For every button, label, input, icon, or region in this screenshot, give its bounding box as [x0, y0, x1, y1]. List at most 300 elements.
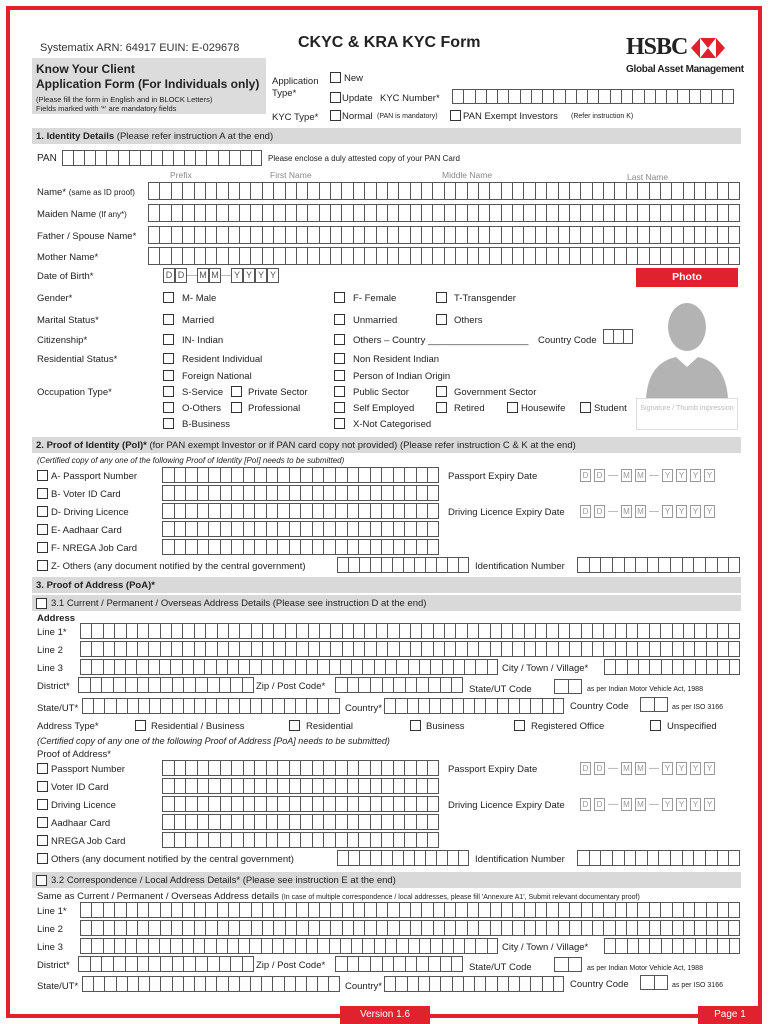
char-box[interactable]: [231, 467, 243, 483]
char-box[interactable]: [421, 226, 432, 244]
char-box[interactable]: [277, 814, 289, 830]
char-box[interactable]: [296, 204, 307, 222]
char-box[interactable]: [277, 832, 289, 848]
poa-id-number-field[interactable]: [577, 850, 740, 866]
char-box[interactable]: [467, 623, 478, 639]
char-box[interactable]: [317, 659, 328, 675]
char-box[interactable]: [197, 521, 209, 537]
char-box[interactable]: [330, 641, 341, 657]
char-box[interactable]: [427, 796, 439, 812]
char-box[interactable]: [125, 659, 136, 675]
char-box[interactable]: [114, 938, 125, 954]
char-box[interactable]: [660, 226, 671, 244]
char-box[interactable]: [170, 938, 181, 954]
char-box[interactable]: [399, 641, 410, 657]
public-checkbox[interactable]: [334, 386, 345, 397]
char-box[interactable]: [306, 659, 317, 675]
char-box[interactable]: [381, 796, 393, 812]
char-box[interactable]: [174, 539, 186, 555]
char-box[interactable]: [535, 182, 546, 200]
char-box[interactable]: [323, 539, 335, 555]
char-box[interactable]: [546, 902, 557, 918]
char-box[interactable]: [347, 956, 359, 972]
date-char-box[interactable]: Y: [231, 268, 243, 283]
char-box[interactable]: [672, 920, 683, 936]
char-box[interactable]: [558, 902, 569, 918]
char-box[interactable]: [162, 485, 174, 501]
char-box[interactable]: [404, 760, 416, 776]
char-box[interactable]: [174, 503, 186, 519]
char-box[interactable]: [577, 850, 589, 866]
char-box[interactable]: [626, 902, 637, 918]
char-box[interactable]: [410, 182, 421, 200]
char-box[interactable]: [136, 659, 147, 675]
citizenship-country-code-field[interactable]: [603, 329, 633, 344]
char-box[interactable]: [364, 204, 375, 222]
char-box[interactable]: [649, 902, 660, 918]
char-box[interactable]: [208, 814, 220, 830]
char-box[interactable]: [266, 485, 278, 501]
char-box[interactable]: [148, 182, 159, 200]
char-box[interactable]: [425, 850, 436, 866]
char-box[interactable]: [335, 503, 347, 519]
char-box[interactable]: [231, 814, 243, 830]
char-box[interactable]: [393, 503, 405, 519]
char-box[interactable]: [728, 623, 739, 639]
char-box[interactable]: [335, 467, 347, 483]
char-box[interactable]: [658, 850, 670, 866]
date-char-box[interactable]: Y: [704, 798, 715, 811]
char-box[interactable]: [463, 89, 474, 104]
govt-checkbox[interactable]: [436, 386, 447, 397]
char-box[interactable]: [162, 814, 174, 830]
char-box[interactable]: [197, 832, 209, 848]
char-box[interactable]: [364, 247, 375, 265]
poi-others-checkbox[interactable]: [37, 560, 48, 571]
char-box[interactable]: [649, 623, 660, 639]
char-box[interactable]: [410, 920, 421, 936]
char-box[interactable]: [307, 204, 318, 222]
char-box[interactable]: [239, 623, 250, 639]
char-box[interactable]: [91, 641, 102, 657]
char-box[interactable]: [295, 938, 306, 954]
char-box[interactable]: [558, 641, 569, 657]
char-box[interactable]: [455, 247, 466, 265]
char-box[interactable]: [501, 204, 512, 222]
char-box[interactable]: [427, 521, 439, 537]
char-box[interactable]: [615, 938, 626, 954]
c-line2-field[interactable]: [80, 920, 740, 936]
char-box[interactable]: [250, 182, 261, 200]
char-box[interactable]: [554, 957, 568, 972]
char-box[interactable]: [162, 778, 174, 794]
char-box[interactable]: [205, 641, 216, 657]
char-box[interactable]: [581, 623, 592, 639]
char-box[interactable]: [432, 226, 443, 244]
char-box[interactable]: [185, 778, 197, 794]
char-box[interactable]: [546, 641, 557, 657]
char-box[interactable]: [598, 89, 609, 104]
char-box[interactable]: [243, 814, 255, 830]
line1-field[interactable]: [80, 623, 740, 639]
char-box[interactable]: [129, 150, 140, 166]
char-box[interactable]: [600, 850, 612, 866]
char-box[interactable]: [218, 150, 229, 166]
char-box[interactable]: [126, 641, 137, 657]
char-box[interactable]: [416, 539, 428, 555]
date-char-box[interactable]: Y: [676, 762, 687, 775]
char-box[interactable]: [381, 503, 393, 519]
poa-nrega-checkbox[interactable]: [37, 835, 48, 846]
char-box[interactable]: [490, 902, 501, 918]
char-box[interactable]: [638, 659, 649, 675]
normal-checkbox[interactable]: [330, 110, 341, 121]
zip-field[interactable]: [335, 677, 463, 693]
char-box[interactable]: [467, 204, 478, 222]
char-box[interactable]: [239, 698, 250, 714]
char-box[interactable]: [347, 832, 359, 848]
char-box[interactable]: [162, 832, 174, 848]
char-box[interactable]: [171, 204, 182, 222]
char-box[interactable]: [137, 956, 149, 972]
char-box[interactable]: [330, 247, 341, 265]
char-box[interactable]: [387, 182, 398, 200]
char-box[interactable]: [519, 698, 530, 714]
char-box[interactable]: [440, 956, 452, 972]
char-box[interactable]: [635, 850, 647, 866]
char-box[interactable]: [300, 485, 312, 501]
char-box[interactable]: [127, 698, 138, 714]
char-box[interactable]: [347, 796, 359, 812]
c-zip-field[interactable]: [335, 956, 463, 972]
char-box[interactable]: [182, 938, 193, 954]
char-box[interactable]: [250, 226, 261, 244]
char-box[interactable]: [569, 641, 580, 657]
char-box[interactable]: [682, 850, 694, 866]
char-box[interactable]: [116, 698, 127, 714]
char-box[interactable]: [501, 247, 512, 265]
char-box[interactable]: [170, 659, 181, 675]
char-box[interactable]: [238, 659, 249, 675]
char-box[interactable]: [266, 814, 278, 830]
poa-passport-checkbox[interactable]: [37, 763, 48, 774]
char-box[interactable]: [569, 204, 580, 222]
char-box[interactable]: [546, 920, 557, 936]
char-box[interactable]: [182, 659, 193, 675]
char-box[interactable]: [330, 902, 341, 918]
char-box[interactable]: [580, 204, 591, 222]
char-box[interactable]: [160, 641, 171, 657]
char-box[interactable]: [393, 539, 405, 555]
char-box[interactable]: [638, 938, 649, 954]
char-box[interactable]: [239, 920, 250, 936]
char-box[interactable]: [705, 850, 717, 866]
char-box[interactable]: [427, 814, 439, 830]
char-box[interactable]: [273, 641, 284, 657]
char-box[interactable]: [148, 623, 159, 639]
char-box[interactable]: [173, 150, 184, 166]
char-box[interactable]: [672, 623, 683, 639]
char-box[interactable]: [140, 150, 151, 166]
char-box[interactable]: [80, 938, 91, 954]
char-box[interactable]: [399, 902, 410, 918]
char-box[interactable]: [376, 204, 387, 222]
char-box[interactable]: [524, 920, 535, 936]
char-box[interactable]: [162, 796, 174, 812]
char-box[interactable]: [182, 641, 193, 657]
char-box[interactable]: [501, 623, 512, 639]
char-box[interactable]: [219, 677, 231, 693]
char-box[interactable]: [717, 557, 729, 573]
char-box[interactable]: [405, 956, 417, 972]
char-box[interactable]: [272, 698, 283, 714]
char-box[interactable]: [683, 659, 694, 675]
char-box[interactable]: [148, 677, 160, 693]
poi-passport-field[interactable]: [162, 467, 439, 483]
char-box[interactable]: [600, 557, 612, 573]
c-district-field[interactable]: [78, 956, 254, 972]
char-box[interactable]: [91, 920, 102, 936]
char-box[interactable]: [672, 659, 683, 675]
char-box[interactable]: [90, 677, 102, 693]
char-box[interactable]: [717, 182, 728, 200]
char-box[interactable]: [603, 226, 614, 244]
char-box[interactable]: [512, 226, 523, 244]
char-box[interactable]: [387, 623, 398, 639]
char-box[interactable]: [381, 778, 393, 794]
char-box[interactable]: [427, 485, 439, 501]
char-box[interactable]: [661, 659, 672, 675]
father-field[interactable]: [148, 226, 740, 244]
c-country-field[interactable]: [384, 976, 564, 992]
char-box[interactable]: [227, 938, 238, 954]
char-box[interactable]: [174, 778, 186, 794]
char-box[interactable]: [524, 623, 535, 639]
char-box[interactable]: [581, 920, 592, 936]
char-box[interactable]: [660, 204, 671, 222]
char-box[interactable]: [113, 956, 125, 972]
char-box[interactable]: [295, 659, 306, 675]
char-box[interactable]: [197, 760, 209, 776]
char-box[interactable]: [208, 521, 220, 537]
char-box[interactable]: [312, 832, 324, 848]
char-box[interactable]: [91, 938, 102, 954]
private-checkbox[interactable]: [231, 386, 242, 397]
char-box[interactable]: [700, 89, 711, 104]
char-box[interactable]: [392, 850, 403, 866]
char-box[interactable]: [328, 698, 339, 714]
char-box[interactable]: [358, 956, 370, 972]
char-box[interactable]: [418, 698, 429, 714]
char-box[interactable]: [421, 182, 432, 200]
char-box[interactable]: [626, 623, 637, 639]
char-box[interactable]: [407, 976, 418, 992]
char-box[interactable]: [174, 467, 186, 483]
char-box[interactable]: [80, 641, 91, 657]
date-char-box[interactable]: Y: [662, 798, 673, 811]
char-box[interactable]: [335, 521, 347, 537]
char-box[interactable]: [433, 641, 444, 657]
char-box[interactable]: [447, 557, 458, 573]
char-box[interactable]: [148, 920, 159, 936]
char-box[interactable]: [603, 920, 614, 936]
char-box[interactable]: [289, 467, 301, 483]
char-box[interactable]: [289, 539, 301, 555]
char-box[interactable]: [416, 677, 428, 693]
char-box[interactable]: [174, 760, 186, 776]
char-box[interactable]: [626, 182, 637, 200]
char-box[interactable]: [615, 659, 626, 675]
char-box[interactable]: [148, 226, 159, 244]
char-box[interactable]: [197, 778, 209, 794]
char-box[interactable]: [706, 623, 717, 639]
char-box[interactable]: [660, 920, 671, 936]
char-box[interactable]: [208, 539, 220, 555]
char-box[interactable]: [475, 938, 486, 954]
char-box[interactable]: [393, 956, 405, 972]
date-char-box[interactable]: M: [621, 505, 632, 518]
char-box[interactable]: [207, 677, 219, 693]
char-box[interactable]: [323, 832, 335, 848]
addr-business-checkbox[interactable]: [410, 720, 421, 731]
char-box[interactable]: [535, 902, 546, 918]
char-box[interactable]: [277, 539, 289, 555]
char-box[interactable]: [323, 467, 335, 483]
male-checkbox[interactable]: [163, 292, 174, 303]
char-box[interactable]: [393, 760, 405, 776]
char-box[interactable]: [535, 623, 546, 639]
char-box[interactable]: [91, 659, 102, 675]
char-box[interactable]: [195, 677, 207, 693]
char-box[interactable]: [254, 521, 266, 537]
char-box[interactable]: [266, 832, 278, 848]
char-box[interactable]: [451, 677, 463, 693]
char-box[interactable]: [463, 698, 474, 714]
char-box[interactable]: [592, 623, 603, 639]
char-box[interactable]: [228, 976, 239, 992]
char-box[interactable]: [197, 814, 209, 830]
char-box[interactable]: [347, 760, 359, 776]
char-box[interactable]: [239, 204, 250, 222]
char-box[interactable]: [261, 938, 272, 954]
char-box[interactable]: [91, 623, 102, 639]
char-box[interactable]: [296, 247, 307, 265]
char-box[interactable]: [296, 902, 307, 918]
char-box[interactable]: [219, 956, 231, 972]
char-box[interactable]: [404, 832, 416, 848]
char-box[interactable]: [358, 796, 370, 812]
char-box[interactable]: [429, 976, 440, 992]
pio-checkbox[interactable]: [334, 370, 345, 381]
pan-field[interactable]: [62, 150, 262, 166]
char-box[interactable]: [272, 976, 283, 992]
char-box[interactable]: [262, 902, 273, 918]
char-box[interactable]: [452, 89, 463, 104]
char-box[interactable]: [231, 503, 243, 519]
char-box[interactable]: [116, 976, 127, 992]
registered-checkbox[interactable]: [514, 720, 525, 731]
char-box[interactable]: [444, 182, 455, 200]
char-box[interactable]: [183, 677, 195, 693]
char-box[interactable]: [239, 976, 250, 992]
char-box[interactable]: [694, 247, 705, 265]
char-box[interactable]: [306, 938, 317, 954]
char-box[interactable]: [467, 902, 478, 918]
char-box[interactable]: [205, 698, 216, 714]
char-box[interactable]: [172, 698, 183, 714]
char-box[interactable]: [580, 226, 591, 244]
char-box[interactable]: [340, 938, 351, 954]
char-box[interactable]: [285, 204, 296, 222]
char-box[interactable]: [381, 557, 392, 573]
char-box[interactable]: [374, 938, 385, 954]
char-box[interactable]: [341, 247, 352, 265]
char-box[interactable]: [603, 204, 614, 222]
char-box[interactable]: [330, 182, 341, 200]
char-box[interactable]: [677, 89, 688, 104]
date-char-box[interactable]: Y: [676, 469, 687, 482]
char-box[interactable]: [358, 832, 370, 848]
char-box[interactable]: [396, 659, 407, 675]
char-box[interactable]: [501, 182, 512, 200]
char-box[interactable]: [353, 623, 364, 639]
char-box[interactable]: [440, 698, 451, 714]
char-box[interactable]: [694, 641, 705, 657]
char-box[interactable]: [62, 150, 73, 166]
maiden-field[interactable]: [148, 204, 740, 222]
char-box[interactable]: [396, 938, 407, 954]
char-box[interactable]: [705, 557, 717, 573]
char-box[interactable]: [717, 850, 729, 866]
char-box[interactable]: [312, 467, 324, 483]
char-box[interactable]: [362, 938, 373, 954]
char-box[interactable]: [387, 247, 398, 265]
char-box[interactable]: [427, 467, 439, 483]
char-box[interactable]: [542, 89, 553, 104]
char-box[interactable]: [73, 150, 84, 166]
char-box[interactable]: [138, 976, 149, 992]
char-box[interactable]: [103, 938, 114, 954]
new-checkbox[interactable]: [330, 72, 341, 83]
char-box[interactable]: [467, 920, 478, 936]
char-box[interactable]: [289, 521, 301, 537]
char-box[interactable]: [335, 796, 347, 812]
char-box[interactable]: [398, 226, 409, 244]
char-box[interactable]: [399, 623, 410, 639]
char-box[interactable]: [364, 902, 375, 918]
char-box[interactable]: [307, 226, 318, 244]
char-box[interactable]: [103, 659, 114, 675]
char-box[interactable]: [490, 623, 501, 639]
char-box[interactable]: [672, 938, 683, 954]
char-box[interactable]: [277, 503, 289, 519]
char-box[interactable]: [393, 814, 405, 830]
char-box[interactable]: [370, 778, 382, 794]
char-box[interactable]: [239, 641, 250, 657]
char-box[interactable]: [285, 182, 296, 200]
char-box[interactable]: [404, 778, 416, 794]
char-box[interactable]: [654, 697, 668, 712]
char-box[interactable]: [317, 938, 328, 954]
char-box[interactable]: [319, 902, 330, 918]
char-box[interactable]: [296, 920, 307, 936]
char-box[interactable]: [273, 623, 284, 639]
char-box[interactable]: [353, 226, 364, 244]
char-box[interactable]: [370, 850, 381, 866]
char-box[interactable]: [127, 976, 138, 992]
char-box[interactable]: [182, 204, 193, 222]
char-box[interactable]: [478, 641, 489, 657]
